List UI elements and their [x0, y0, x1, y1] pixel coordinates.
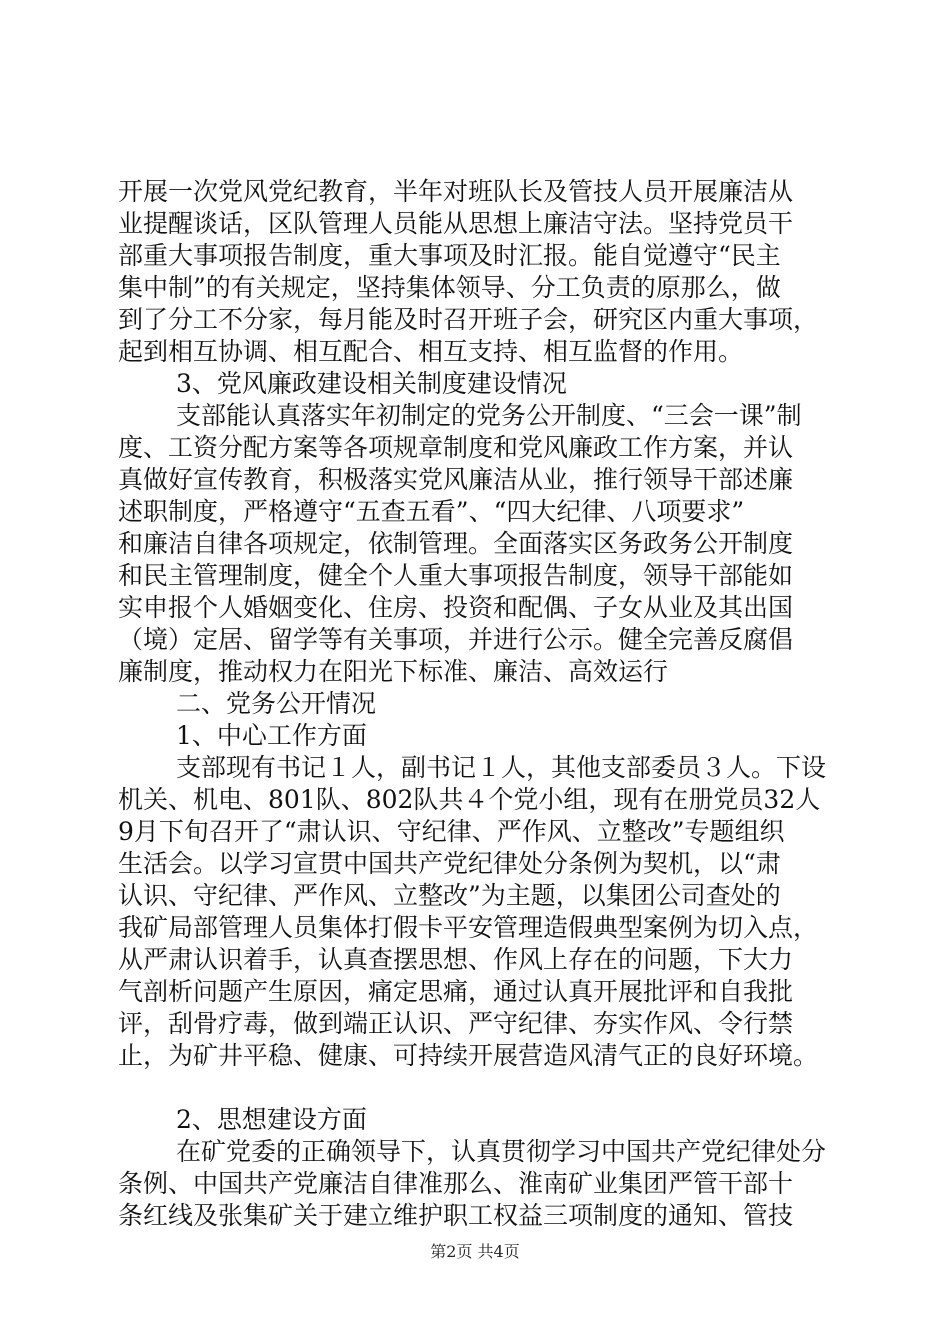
paragraph-line: 和廉洁自律各项规定，依制管理。全面落实区务政务公开制度 [118, 529, 794, 558]
paragraph-line: 条红线及张集矿关于建立维护职工权益三项制度的通知、管技 [118, 1201, 794, 1230]
paragraph-line: 我矿局部管理人员集体打假卡平安管理造假典型案例为切入点， [118, 913, 819, 942]
paragraph-line: 度、工资分配方案等各项规章制度和党风廉政工作方案，并认 [118, 433, 794, 462]
paragraph-line: （境）定居、留学等有关事项，并进行公示。健全完善反腐倡 [118, 625, 794, 654]
paragraph-line: 气剖析问题产生原因，痛定思痛，通过认真开展批评和自我批 [118, 977, 794, 1006]
paragraph-line: 集中制”的有关规定，坚持集体领导、分工负责的原那么，做 [118, 273, 781, 302]
paragraph-line: 业提醒谈话，区队管理人员能从思想上廉洁守法。坚持党员干 [118, 209, 794, 238]
paragraph-line: 开展一次党风党纪教育，半年对班队长及管技人员开展廉洁从 [118, 177, 794, 206]
paragraph-line: 条例、中国共产党廉洁自律准那么、淮南矿业集团严管干部十 [118, 1169, 794, 1198]
page-number-footer: 第2页 共4页 [430, 1242, 520, 1261]
paragraph-line: 评，刮骨疗毒，做到端正认识、严守纪律、夯实作风、令行禁 [118, 1009, 794, 1038]
paragraph-line: 起到相互协调、相互配合、相互支持、相互监督的作用。 [118, 337, 744, 366]
paragraph-line: 9月下旬召开了“肃认识、守纪律、严作风、立整改”专题组织 [118, 817, 785, 846]
paragraph-line: 在矿党委的正确领导下，认真贯彻学习中国共产党纪律处分 [176, 1137, 827, 1166]
paragraph-line: 支部能认真落实年初制定的党务公开制度、“三会一课”制 [176, 401, 802, 430]
section-heading: 2、思想建设方面 [176, 1105, 367, 1134]
section-heading: 二、党务公开情况 [176, 689, 377, 718]
paragraph-line: 从严肃认识着手，认真查摆思想、作风上存在的问题，下大力 [118, 945, 794, 974]
paragraph-line: 部重大事项报告制度，重大事项及时汇报。能自觉遵守“民主 [118, 241, 781, 270]
paragraph-line: 到了分工不分家，每月能及时召开班子会，研究区内重大事项， [118, 305, 819, 334]
paragraph-line: 认识、守纪律、严作风、立整改”为主题，以集团公司查处的 [118, 881, 781, 910]
paragraph-line: 廉制度，推动权力在阳光下标准、廉洁、高效运行 [118, 657, 669, 686]
section-heading: 3、党风廉政建设相关制度建设情况 [176, 369, 567, 398]
paragraph-line: 止，为矿井平稳、健康、可持续开展营造风清气正的良好环境。 [118, 1041, 819, 1070]
paragraph-line: 真做好宣传教育，积极落实党风廉洁从业，推行领导干部述廉 [118, 465, 794, 494]
section-heading: 1、中心工作方面 [176, 721, 367, 750]
paragraph-line: 生活会。以学习宣贯中国共产党纪律处分条例为契机，以“肃 [118, 849, 781, 878]
paragraph-line: 支部现有书记１人，副书记１人，其他支部委员３人。下设 [176, 753, 827, 782]
paragraph-line: 述职制度，严格遵守“五查五看”、“四大纪律、八项要求” [118, 497, 745, 526]
paragraph-line: 机关、机电、801队、802队共４个党小组，现有在册党员32人 [118, 785, 821, 814]
paragraph-line: 实申报个人婚姻变化、住房、投资和配偶、子女从业及其出国 [118, 593, 794, 622]
paragraph-line: 和民主管理制度，健全个人重大事项报告制度，领导干部能如 [118, 561, 794, 590]
